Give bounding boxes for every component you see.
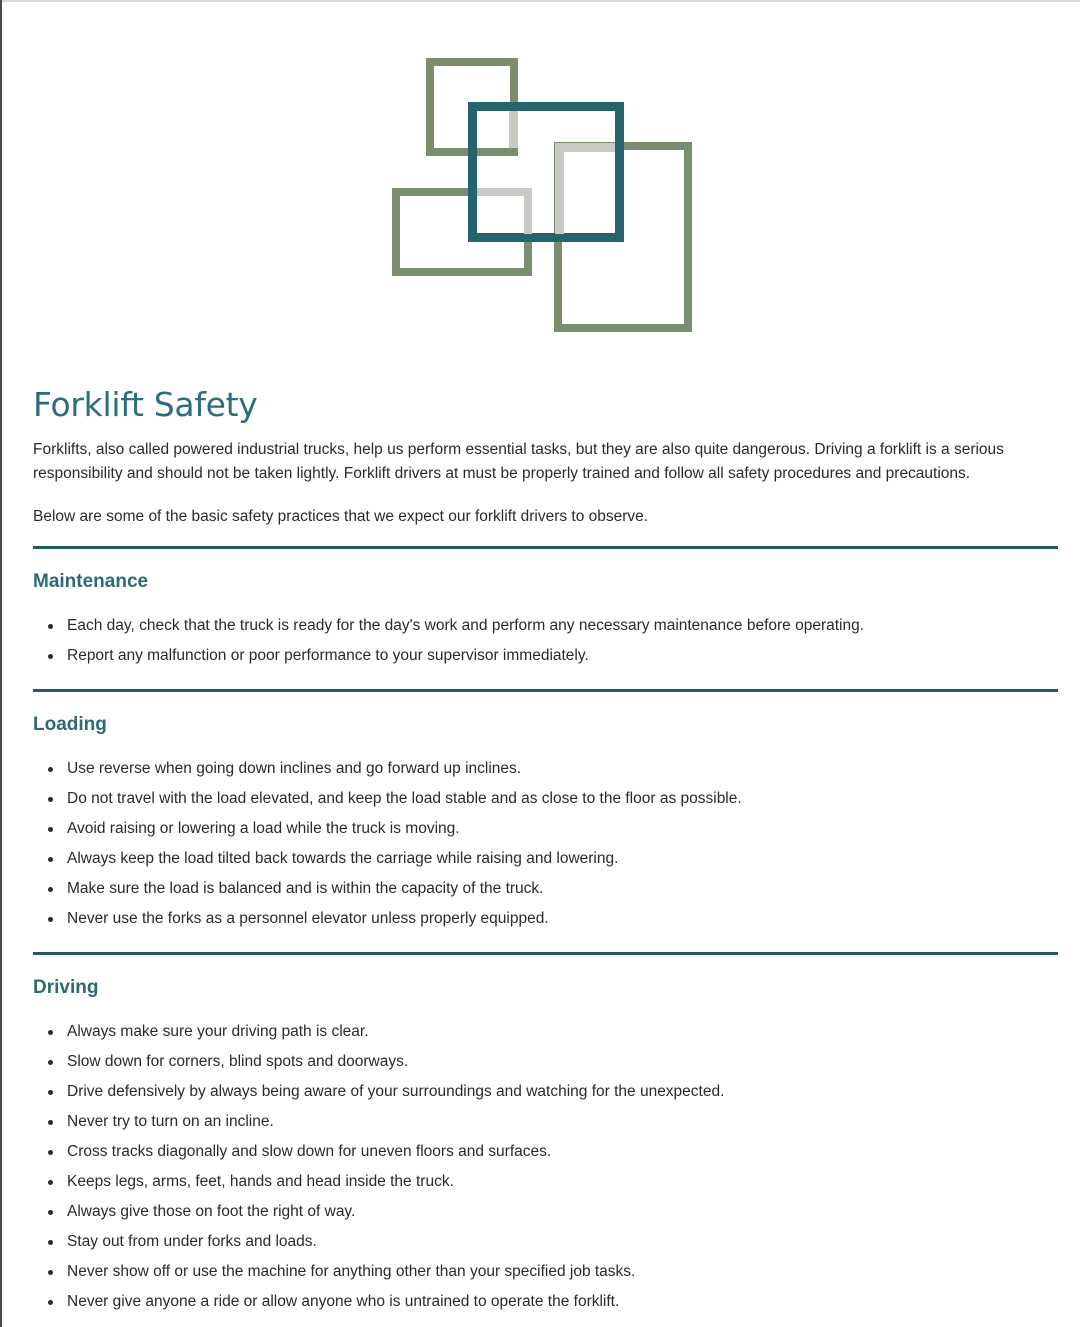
document-body <box>33 385 1058 1327</box>
list-item: Slow down for corners, blind spots and doorways. <box>67 1047 1058 1077</box>
page-left-edge <box>0 0 2 1327</box>
list-item: Always make sure your driving path is clear. <box>67 1017 1058 1047</box>
logo-overlap <box>509 111 518 148</box>
overlapping-squares-logo <box>388 52 698 338</box>
page-title: Forklift Safety <box>33 385 258 424</box>
section-heading-driving: Driving <box>33 977 99 998</box>
logo-square-center <box>468 102 624 242</box>
intro-paragraph: Forklifts, also called powered industrial trucks, help us perform essential tasks, but they are also quite dangerous. Driving a forklift is a serious responsibility and should not be taken lightly. Forklift drivers at must be properly trained and follow all safety procedures and precautions. <box>33 441 1004 482</box>
list-item: Stay out from under forks and loads. <box>67 1227 1058 1257</box>
logo-overlap <box>524 188 532 234</box>
list-item: Never try to turn on an incline. <box>67 1107 1058 1137</box>
list-item: Never show off or use the machine for anything other than your specified job tasks. <box>67 1257 1058 1287</box>
driving-list <box>33 1017 1058 1317</box>
list-item: Never give anyone a ride or allow anyone who is untrained to operate the forklift. <box>67 1287 1058 1317</box>
list-item: Use reverse when going down inclines and go forward up inclines. <box>67 754 1058 784</box>
list-item: Avoid raising or lowering a load while the truck is moving. <box>67 814 1058 844</box>
section-heading-maintenance: Maintenance <box>33 571 149 592</box>
section-heading-loading: Loading <box>33 714 107 735</box>
list-item: Make sure the load is balanced and is within the capacity of the truck. <box>67 874 1058 904</box>
logo-overlap <box>477 188 524 196</box>
list-item: Report any malfunction or poor performance to your supervisor immediately. <box>67 641 1058 671</box>
list-item: Keeps legs, arms, feet, hands and head inside the truck. <box>67 1167 1058 1197</box>
logo-overlap <box>555 143 615 152</box>
list-item: Cross tracks diagonally and slow down for uneven floors and surfaces. <box>67 1137 1058 1167</box>
logo-overlap <box>555 152 564 234</box>
maintenance-list <box>33 611 1058 671</box>
list-item: Always keep the load tilted back towards the carriage while raising and lowering. <box>67 844 1058 874</box>
list-item: Each day, check that the truck is ready for the day's work and perform any necessary maintenance before operating. <box>67 611 1058 641</box>
list-item: Always give those on foot the right of way. <box>67 1197 1058 1227</box>
intro-paragraph-2: Below are some of the basic safety practices that we expect our forklift drivers to observe. <box>33 508 649 525</box>
page-top-edge <box>0 0 1080 2</box>
loading-list <box>33 754 1058 934</box>
list-item: Do not travel with the load elevated, and keep the load stable and as close to the floor as possible. <box>67 784 1058 814</box>
list-item: Drive defensively by always being aware of your surroundings and watching for the unexpected. <box>67 1077 1058 1107</box>
list-item: Never use the forks as a personnel elevator unless properly equipped. <box>67 904 1058 934</box>
